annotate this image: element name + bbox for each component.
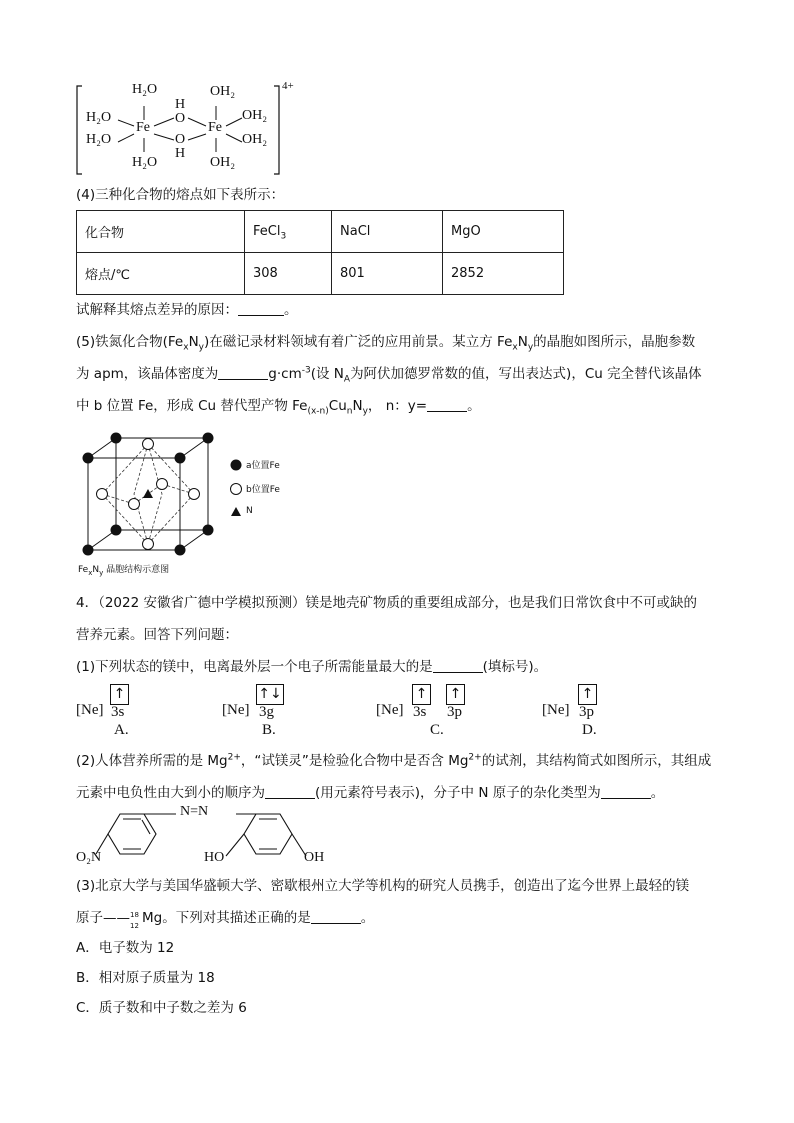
- period: 。: [650, 785, 665, 801]
- p4-sub1-text: (1)下列状态的镁中，电离最外层一个电子所需能量最大的是: [76, 659, 433, 675]
- answer-blank[interactable]: [238, 301, 284, 316]
- isotope-notation: [130, 910, 142, 930]
- ligand-right-1: OH₂: [242, 108, 268, 123]
- sub-y: y: [527, 342, 534, 353]
- p4-sub3-line-1: (3)北京大学与美国华盛顿大学、密歇根州立大学等机构的研究人员携手，创造出了迄今世界上最轻的镁: [76, 878, 690, 894]
- table-header-nacl: NaCl: [332, 211, 443, 253]
- sup-2plus: 2+: [227, 752, 241, 763]
- magneson-structure: [76, 806, 346, 868]
- q5-text: Cu: [328, 398, 347, 414]
- core-ne: [Ne]: [542, 702, 570, 718]
- table-header-mgo: MgO: [443, 211, 564, 253]
- legend-b-site: b位置Fe: [246, 485, 280, 495]
- caption-n: N: [92, 565, 100, 575]
- p4-sub3-line-2: [76, 908, 374, 928]
- sub-xn: (x-n): [307, 406, 329, 417]
- orbital-label: 3s: [111, 704, 125, 720]
- density-blank[interactable]: [218, 365, 268, 380]
- answer-blank[interactable]: [433, 658, 483, 673]
- ligand-right-2: OH₂: [242, 132, 268, 147]
- table-cell: 801: [332, 253, 443, 295]
- q5-text: 中 b 位置 Fe，形成 Cu 替代型产物 Fe: [76, 398, 308, 414]
- table-header-compound: 化合物: [77, 211, 245, 253]
- p4-text: 的试剂，其结构简式如图所示，其组成: [481, 753, 712, 769]
- crystal-caption: $Fe_xN_y$ 晶胞结构示意图: [78, 565, 170, 577]
- iron-left: Fe: [136, 120, 150, 135]
- q5-text: (设 N: [310, 366, 344, 382]
- table-row: [77, 211, 564, 253]
- answer-blank[interactable]: [311, 909, 361, 924]
- q4-explain-text: 试解释其熔点差异的原因：: [76, 302, 238, 318]
- sub-x: x: [183, 342, 189, 353]
- ligand-top-right: OH₂: [210, 84, 236, 99]
- p4-sub2-line-1: [76, 751, 711, 771]
- p4-sub1-end: (填标号)。: [482, 659, 548, 675]
- table-header-fecl3: [245, 211, 332, 253]
- period: 。: [360, 910, 375, 926]
- fecl-sub: 3: [280, 231, 287, 242]
- ligand-left-1: H₂O: [86, 110, 112, 125]
- p4-line-2: 营养元素。回答下列问题：: [76, 627, 238, 643]
- orbital-box: ↑: [110, 684, 129, 705]
- legend-a-site: a位置Fe: [246, 461, 280, 471]
- p4-sub1: [76, 657, 547, 677]
- melting-point-table: [76, 210, 564, 295]
- core-ne: [Ne]: [76, 702, 104, 718]
- sub-x: x: [512, 342, 518, 353]
- mass-number: 18: [130, 911, 139, 919]
- q5-text: (5)铁氮化合物(Fe: [76, 334, 184, 350]
- electronegativity-blank[interactable]: [265, 784, 315, 799]
- table-row: [77, 253, 564, 295]
- bridge-o-bottom: O: [175, 132, 186, 147]
- q5-text: )在磁记录材料领域有着广泛的应用前景。某立方 Fe: [204, 334, 513, 350]
- q5-line-2: [76, 364, 702, 384]
- orbital-label: 3s: [413, 704, 427, 720]
- bridge-h-bottom: H: [175, 146, 186, 161]
- sub-a: A: [343, 374, 351, 385]
- iron-right: Fe: [208, 120, 222, 135]
- table-row-label: 熔点/℃: [77, 253, 245, 295]
- choice-b[interactable]: B．相对原子质量为 18: [76, 970, 215, 986]
- atomic-number: 12: [130, 922, 139, 930]
- p4-text: ，“试镁灵”是检验化合物中是否含 Mg: [240, 753, 469, 769]
- orbital-box: ↑: [412, 684, 431, 705]
- caption-text: 晶胞结构示意图: [106, 565, 170, 575]
- q5-line-1: (5)铁氮化合物$(Fe_xN_y)$在磁记录材料领域有着广泛的应用前景。某立方 $Fe_xN_y$的晶胞如图所示，晶胞参数: [76, 334, 696, 353]
- q4-intro: (4)三种化合物的熔点如下表所示：: [76, 187, 285, 203]
- core-ne: [Ne]: [222, 702, 250, 718]
- option-label: D.: [582, 722, 597, 738]
- orbital-label: 3g: [259, 704, 274, 720]
- caption-fe: Fe: [78, 565, 89, 575]
- q5-text: 为 apm，该晶体密度为: [76, 366, 219, 382]
- option-a[interactable]: [76, 684, 186, 740]
- q5-text: ， n：y=: [367, 398, 428, 414]
- p4-line-1: 4．（2022 安徽省广德中学模拟预测）镁是地壳矿物质的重要组成部分，也是我们日常饮食中不可或缺的: [76, 595, 697, 611]
- legend-n: N: [246, 506, 253, 516]
- table-cell: 2852: [443, 253, 564, 295]
- ligand-bottom-left: H₂O: [132, 155, 158, 170]
- option-label: A.: [114, 722, 129, 738]
- orbital-label: 3p: [447, 704, 462, 720]
- crystal-cell-figure: [76, 428, 306, 578]
- q4-explain: [76, 300, 298, 320]
- hybridization-blank[interactable]: [601, 784, 651, 799]
- q5-text: 的晶胞如图所示，晶胞参数: [533, 334, 696, 350]
- option-label: C.: [430, 722, 444, 738]
- q5-line-3: 中 b 位置 Fe，形成 Cu 替代型产物 $Fe_{(x-n)}Cu_nN_y$， n：y= 。: [76, 398, 481, 417]
- complex-ion-structure: [74, 80, 304, 178]
- option-c[interactable]: [376, 684, 496, 740]
- orbital-box: ↑: [578, 684, 597, 705]
- orbital-label: 3p: [579, 704, 594, 720]
- complex-charge: 4+: [282, 80, 294, 92]
- ligand-left-2: H₂O: [86, 132, 112, 147]
- choice-c[interactable]: C．质子数和中子数之差为 6: [76, 1000, 247, 1016]
- orbital-box: ↑: [446, 684, 465, 705]
- orbital-box: ↑↓: [256, 684, 284, 705]
- option-label: B.: [262, 722, 276, 738]
- hydroxyl-group-1: HO: [204, 850, 225, 865]
- sub-y: y: [198, 342, 204, 353]
- ligand-bottom-right: OH₂: [210, 155, 236, 170]
- p4-text: 原子——: [76, 910, 130, 926]
- option-d[interactable]: [542, 684, 652, 740]
- q5-text: 为阿伏加德罗常数的值，写出表达式)，Cu 完全替代该晶体: [350, 366, 702, 382]
- sub-n: n: [346, 406, 353, 417]
- nitro-group: O₂N: [76, 850, 102, 865]
- q5-text: g·cm: [268, 366, 302, 382]
- ligand-top-left: H₂O: [132, 82, 158, 97]
- p4-sub2-line-2: [76, 783, 664, 803]
- sup-neg3: -3: [301, 365, 311, 376]
- p4-text: Mg。下列对其描述正确的是: [142, 910, 311, 926]
- bridge-h-top: H: [175, 97, 186, 112]
- period: 。: [467, 398, 481, 414]
- fecl-text: FeCl: [253, 224, 281, 239]
- period: 。: [284, 302, 298, 318]
- table-cell: 308: [245, 253, 332, 295]
- bracket-svg: [74, 80, 304, 178]
- choice-a[interactable]: A．电子数为 12: [76, 940, 175, 956]
- p4-text: (2)人体营养所需的是 Mg: [76, 753, 228, 769]
- core-ne: [Ne]: [376, 702, 404, 718]
- azo-group: N=N: [180, 804, 209, 819]
- bridge-o-top: O: [175, 111, 186, 126]
- hydroxyl-group-2: OH: [304, 850, 325, 865]
- option-b[interactable]: [222, 684, 332, 740]
- p4-text: 元素中电负性由大到小的顺序为: [76, 785, 265, 801]
- sub-y: y: [362, 406, 368, 417]
- sup-2plus: 2+: [468, 752, 482, 763]
- p4-text: (用元素符号表示)，分子中 N 原子的杂化类型为: [315, 785, 601, 801]
- ratio-blank[interactable]: [427, 397, 467, 412]
